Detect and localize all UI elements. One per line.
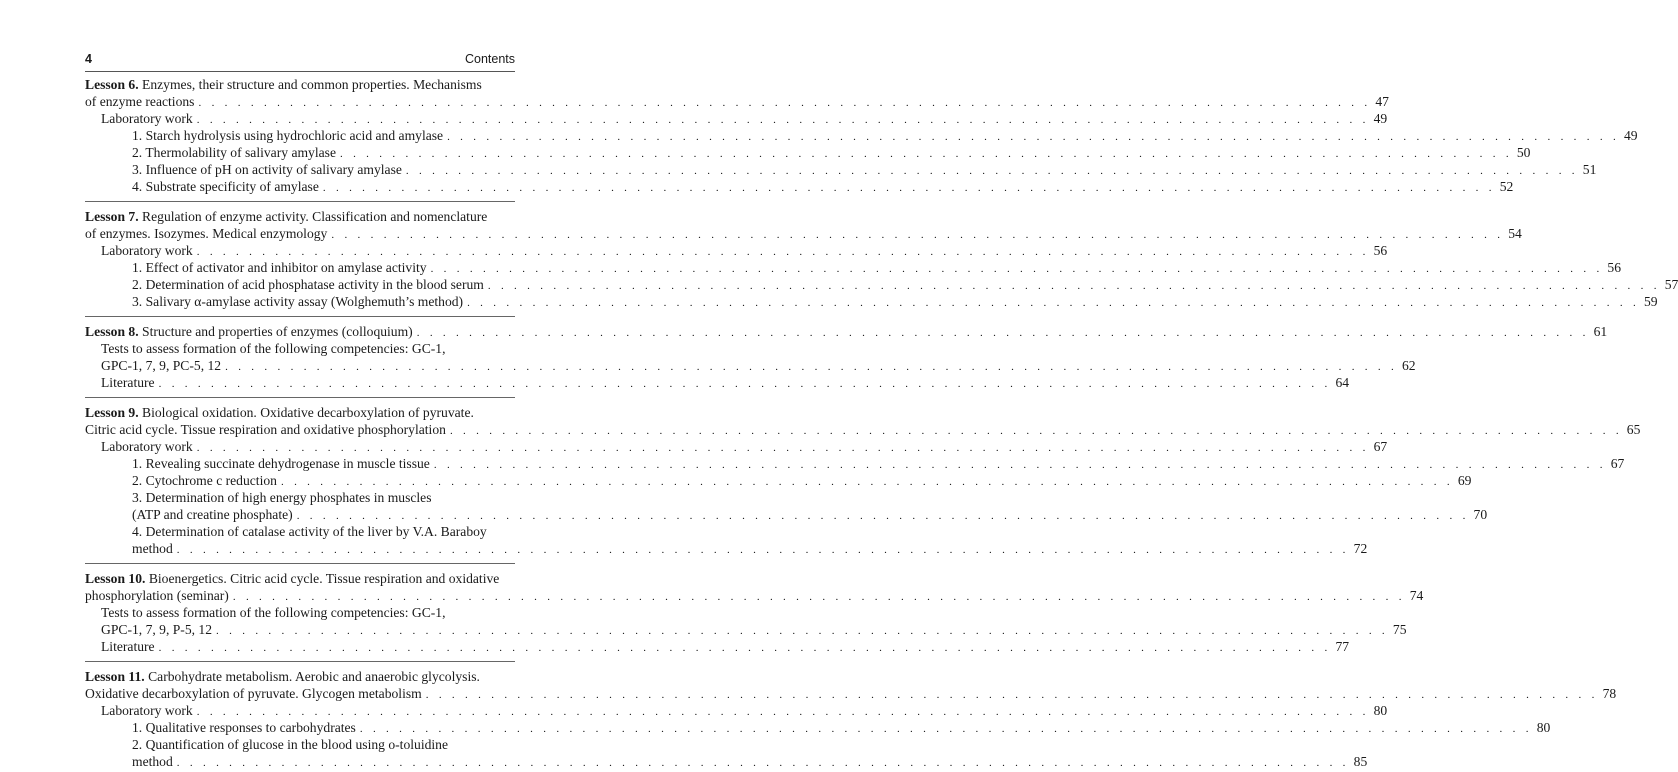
lesson-label: Lesson 7.: [85, 209, 139, 224]
toc-line-text: [132, 523, 487, 540]
toc-page-number: 56: [1607, 260, 1622, 275]
toc-entry-text: method: [132, 541, 173, 556]
toc-line-text: [132, 540, 173, 557]
toc-line-text: [132, 736, 448, 753]
lesson-label: Lesson 9.: [85, 405, 139, 420]
dot-leader: . . . . . . . . . . . . . . . . . . . . . . . . . . . . . . . . . . . . . . . . . . . . . . . . . . . . . . . . . . . . . . . . . . . . . . . . . . . . . . . . . . . . . . . . . .: [196, 114, 1370, 126]
toc-entry-text: 3. Influence of pH on activity of salivary amylase: [132, 162, 402, 177]
dot-leader: . . . . . . . . . . . . . . . . . . . . . . . . . . . . . . . . . . . . . . . . . . . . . . . . . . . . . . . . . . . . . . . . . . . . . . . . . . . . . . . . . . . . . . . . . .: [176, 757, 1350, 769]
toc-page-number: 64: [1335, 375, 1350, 390]
toc-entry-text: 2. Thermolability of salivary amylase: [132, 145, 336, 160]
toc-entry-text: 3. Determination of high energy phosphates in muscles: [132, 490, 432, 505]
section-rule: [85, 201, 515, 202]
dot-leader: . . . . . . . . . . . . . . . . . . . . . . . . . . . . . . . . . . . . . . . . . . . . . . . . . . . . . . . . . . . . . . . . . . . . . . . . . . . . . . . . . . . . . . . . . .: [467, 297, 1640, 309]
toc-line-text: [85, 685, 422, 702]
toc-line: [85, 736, 515, 753]
toc-page-number: 62: [1401, 358, 1416, 373]
toc-page-number: 80: [1373, 703, 1388, 718]
toc-line: [85, 668, 515, 685]
toc-line: [85, 753, 1368, 770]
toc-line-text: [132, 259, 427, 276]
lesson-label: Lesson 11.: [85, 669, 145, 684]
section-title: Contents: [464, 52, 515, 66]
toc-entry-text: 1. Effect of activator and inhibitor on amylase activity: [132, 260, 427, 275]
toc-line-text: [132, 506, 293, 523]
toc-line-text: [101, 110, 193, 127]
toc-line: [85, 702, 1388, 719]
dot-leader: . . . . . . . . . . . . . . . . . . . . . . . . . . . . . . . . . . . . . . . . . . . . . . . . . . . . . . . . . . . . . . . . . . . . . . . . . . . . . . . . . . . . . . . . . .: [196, 706, 1370, 718]
toc-line-text: [85, 208, 487, 225]
dot-leader: . . . . . . . . . . . . . . . . . . . . . . . . . . . . . . . . . . . . . . . . . . . . . . . . . . . . . . . . . . . . . . . . . . . . . . . . . . . . . . . . . . . . . . . . . .: [359, 723, 1533, 735]
toc-entry-text: GPC-1, 7, 9, P-5, 12: [101, 622, 213, 637]
toc-line: [85, 472, 1472, 489]
toc-entry-text: Biological oxidation. Oxidative decarboxylation of pyruvate.: [142, 405, 474, 420]
toc-entry-text: Literature: [101, 639, 155, 654]
toc-line-text: [85, 570, 499, 587]
toc-line-text: [85, 587, 229, 604]
toc-entry-text: 2. Quantification of glucose in the blood using o-toluidine: [132, 737, 449, 752]
toc-entry-text: Oxidative decarboxylation of pyruvate. Glycogen metabolism: [85, 686, 422, 701]
toc-page-number: 59: [1643, 294, 1658, 309]
dot-leader: . . . . . . . . . . . . . . . . . . . . . . . . . . . . . . . . . . . . . . . . . . . . . . . . . . . . . . . . . . . . . . . . . . . . . . . . . . . . . . . . . . . . . . . . . .: [433, 459, 1607, 471]
toc-line: [85, 127, 1638, 144]
toc-page-number: 74: [1409, 588, 1424, 603]
dot-leader: . . . . . . . . . . . . . . . . . . . . . . . . . . . . . . . . . . . . . . . . . . . . . . . . . . . . . . . . . . . . . . . . . . . . . . . . . . . . . . . . . . . . . . . . . .: [296, 510, 1470, 522]
toc-line-text: [101, 638, 155, 655]
toc-entry-text: 1. Qualitative responses to carbohydrates: [132, 720, 356, 735]
toc-page-number: 49: [1373, 111, 1388, 126]
toc-line: [85, 208, 515, 225]
dot-leader: . . . . . . . . . . . . . . . . . . . . . . . . . . . . . . . . . . . . . . . . . . . . . . . . . . . . . . . . . . . . . . . . . . . . . . . . . . . . . . . . . . . . . . . . . .: [158, 378, 1332, 390]
toc-page-number: 67: [1373, 439, 1388, 454]
toc-line-text: [101, 438, 193, 455]
toc-entry-text: Citric acid cycle. Tissue respiration and oxidative phosphorylation: [85, 422, 446, 437]
toc-line: [85, 421, 1641, 438]
toc-line: [85, 604, 515, 621]
toc-line-text: [132, 127, 443, 144]
toc-page-number: 47: [1375, 94, 1389, 109]
toc-entry-text: (ATP and creatine phosphate): [132, 507, 293, 522]
toc-line: [85, 506, 1488, 523]
toc-line: [85, 76, 515, 93]
toc-line: [85, 144, 1531, 161]
dot-leader: . . . . . . . . . . . . . . . . . . . . . . . . . . . . . . . . . . . . . . . . . . . . . . . . . . . . . . . . . . . . . . . . . . . . . . . . . . . . . . . . . . . . . . . . . .: [198, 97, 1371, 109]
toc-line-text: [85, 421, 446, 438]
toc-line: [85, 621, 1407, 638]
toc-line-text: [101, 374, 155, 391]
dot-leader: . . . . . . . . . . . . . . . . . . . . . . . . . . . . . . . . . . . . . . . . . . . . . . . . . . . . . . . . . . . . . . . . . . . . . . . . . . . . . . . . . . . . . . . . . .: [447, 131, 1620, 143]
toc-page-number: 49: [1623, 128, 1638, 143]
toc-page-number: 70: [1473, 507, 1488, 522]
toc-page-number: 57: [1664, 277, 1678, 292]
toc-entry-text: Laboratory work: [101, 439, 193, 454]
toc-page-number: 56: [1373, 243, 1388, 258]
section-rule: [85, 397, 515, 398]
dot-leader: . . . . . . . . . . . . . . . . . . . . . . . . . . . . . . . . . . . . . . . . . . . . . . . . . . . . . . . . . . . . . . . . . . . . . . . . . . . . . . . . . . . . . . . . . .: [280, 476, 1454, 488]
toc-line: [85, 685, 1617, 702]
toc-entry-text: Regulation of enzyme activity. Classification and nomenclature: [142, 209, 488, 224]
toc-line: [85, 438, 1388, 455]
toc-line-text: [132, 144, 336, 161]
dot-leader: . . . . . . . . . . . . . . . . . . . . . . . . . . . . . . . . . . . . . . . . . . . . . . . . . . . . . . . . . . . . . . . . . . . . . . . . . . . . . . . . . . . . . . . . . .: [405, 165, 1579, 177]
dot-leader: . . . . . . . . . . . . . . . . . . . . . . . . . . . . . . . . . . . . . . . . . . . . . . . . . . . . . . . . . . . . . . . . . . . . . . . . . . . . . . . . . . . . . . . . . .: [158, 642, 1332, 654]
lesson-label: Lesson 6.: [85, 77, 139, 92]
toc-entry-text: 4. Determination of catalase activity of the liver by V.A. Baraboy: [132, 524, 487, 539]
toc-line: [85, 638, 1350, 655]
toc-line-text: [132, 472, 277, 489]
toc-page-number: 52: [1499, 179, 1514, 194]
toc-line-text: [101, 604, 446, 621]
dot-leader: . . . . . . . . . . . . . . . . . . . . . . . . . . . . . . . . . . . . . . . . . . . . . . . . . . . . . . . . . . . . . . . . . . . . . . . . . . . . . . . . . . . . . . . . . .: [449, 425, 1623, 437]
toc-line-text: [85, 93, 194, 110]
lesson-label: Lesson 10.: [85, 571, 146, 586]
toc-line-text: [101, 702, 193, 719]
toc-page-number: 51: [1582, 162, 1597, 177]
toc-page-number: 67: [1610, 456, 1625, 471]
toc-entry-text: 4. Substrate specificity of amylase: [132, 179, 319, 194]
toc-line: [85, 357, 1416, 374]
toc-entry-text: Literature: [101, 375, 155, 390]
dot-leader: . . . . . . . . . . . . . . . . . . . . . . . . . . . . . . . . . . . . . . . . . . . . . . . . . . . . . . . . . . . . . . . . . . . . . . . . . . . . . . . . . . . . . . . . . .: [196, 246, 1370, 258]
toc-line-text: [132, 719, 356, 736]
toc-page-number: 80: [1536, 720, 1551, 735]
toc-page-number: 77: [1335, 639, 1350, 654]
dot-leader: . . . . . . . . . . . . . . . . . . . . . . . . . . . . . . . . . . . . . . . . . . . . . . . . . . . . . . . . . . . . . . . . . . . . . . . . . . . . . . . . . . . . . . . . . .: [322, 182, 1496, 194]
toc-line: [85, 540, 1368, 557]
toc-page-number: 85: [1353, 754, 1368, 769]
toc-entry-text: Bioenergetics. Citric acid cycle. Tissue respiration and oxidative: [148, 571, 500, 586]
toc-line: [85, 178, 1514, 195]
toc-line: [85, 276, 1678, 293]
toc-line: [85, 489, 515, 506]
toc-entry-text: Laboratory work: [101, 703, 193, 718]
table-of-contents: [85, 76, 1678, 770]
toc-entry-text: 2. Cytochrome c reduction: [132, 473, 277, 488]
toc-line: [85, 455, 1625, 472]
running-header: [85, 51, 515, 67]
toc-line: [85, 293, 1658, 310]
toc-line: [85, 161, 1597, 178]
dot-leader: . . . . . . . . . . . . . . . . . . . . . . . . . . . . . . . . . . . . . . . . . . . . . . . . . . . . . . . . . . . . . . . . . . . . . . . . . . . . . . . . . . . . . . . . . .: [331, 229, 1504, 241]
toc-entry-text: of enzyme reactions: [85, 94, 195, 109]
toc-line: [85, 587, 1424, 604]
toc-line-text: [132, 276, 484, 293]
toc-line-text: [85, 225, 327, 242]
section-rule: [85, 661, 515, 662]
toc-line-text: [85, 668, 480, 685]
dot-leader: . . . . . . . . . . . . . . . . . . . . . . . . . . . . . . . . . . . . . . . . . . . . . . . . . . . . . . . . . . . . . . . . . . . . . . . . . . . . . . . . . . . . . . . . . .: [339, 148, 1513, 160]
toc-line: [85, 110, 1388, 127]
toc-entry-text: Tests to assess formation of the following competencies: GC-1,: [101, 341, 446, 356]
header-rule: [85, 71, 515, 72]
dot-leader: . . . . . . . . . . . . . . . . . . . . . . . . . . . . . . . . . . . . . . . . . . . . . . . . . . . . . . . . . . . . . . . . . . . . . . . . . . . . . . . . . . . . . . . . . .: [225, 361, 1398, 373]
dot-leader: . . . . . . . . . . . . . . . . . . . . . . . . . . . . . . . . . . . . . . . . . . . . . . . . . . . . . . . . . . . . . . . . . . . . . . . . . . . . . . . . . . . . . . . . . .: [216, 625, 1389, 637]
page-number: 4: [85, 52, 92, 66]
toc-entry-text: 1. Revealing succinate dehydrogenase in muscle tissue: [132, 456, 430, 471]
toc-entry-text: 2. Determination of acid phosphatase activity in the blood serum: [132, 277, 484, 292]
toc-line-text: [85, 76, 482, 93]
toc-entry-text: of enzymes. Isozymes. Medical enzymology: [85, 226, 328, 241]
toc-line-text: [101, 357, 221, 374]
toc-line: [85, 259, 1622, 276]
toc-entry-text: Laboratory work: [101, 243, 193, 258]
toc-line: [85, 225, 1522, 242]
dot-leader: . . . . . . . . . . . . . . . . . . . . . . . . . . . . . . . . . . . . . . . . . . . . . . . . . . . . . . . . . . . . . . . . . . . . . . . . . . . . . . . . . . . . . . . . . .: [232, 591, 1406, 603]
toc-line-text: [132, 753, 173, 770]
toc-line-text: [101, 621, 212, 638]
dot-leader: . . . . . . . . . . . . . . . . . . . . . . . . . . . . . . . . . . . . . . . . . . . . . . . . . . . . . . . . . . . . . . . . . . . . . . . . . . . . . . . . . . . . . . . . . .: [196, 442, 1370, 454]
toc-entry-text: Enzymes, their structure and common properties. Mechanisms: [142, 77, 482, 92]
section-rule: [85, 316, 515, 317]
dot-leader: . . . . . . . . . . . . . . . . . . . . . . . . . . . . . . . . . . . . . . . . . . . . . . . . . . . . . . . . . . . . . . . . . . . . . . . . . . . . . . . . . . . . . . . . . .: [416, 327, 1590, 339]
toc-line-text: [132, 489, 432, 506]
toc-line-text: [132, 178, 319, 195]
toc-entry-text: method: [132, 754, 173, 769]
toc-line-text: [101, 340, 446, 357]
toc-entry-text: 1. Starch hydrolysis using hydrochloric acid and amylase: [132, 128, 444, 143]
toc-line-text: [101, 242, 193, 259]
dot-leader: . . . . . . . . . . . . . . . . . . . . . . . . . . . . . . . . . . . . . . . . . . . . . . . . . . . . . . . . . . . . . . . . . . . . . . . . . . . . . . . . . . . . . . . . . .: [176, 544, 1350, 556]
toc-line-text: [132, 455, 430, 472]
toc-entry-text: 3. Salivary α-amylase activity assay (Wolghemuth’s method): [132, 294, 464, 309]
toc-entry-text: GPC-1, 7, 9, PC-5, 12: [101, 358, 222, 373]
toc-line: [85, 93, 1389, 110]
toc-page-number: 50: [1516, 145, 1531, 160]
toc-entry-text: Structure and properties of enzymes (colloquium): [142, 324, 413, 339]
toc-page-number: 75: [1392, 622, 1407, 637]
toc-page-number: 78: [1602, 686, 1617, 701]
toc-entry-text: phosphorylation (seminar): [85, 588, 229, 603]
toc-line: [85, 719, 1551, 736]
dot-leader: . . . . . . . . . . . . . . . . . . . . . . . . . . . . . . . . . . . . . . . . . . . . . . . . . . . . . . . . . . . . . . . . . . . . . . . . . . . . . . . . . . . . . . . . . .: [430, 263, 1604, 275]
toc-line: [85, 242, 1388, 259]
toc-page-number: 61: [1593, 324, 1608, 339]
toc-line: [85, 404, 515, 421]
toc-page-number: 69: [1457, 473, 1472, 488]
dot-leader: . . . . . . . . . . . . . . . . . . . . . . . . . . . . . . . . . . . . . . . . . . . . . . . . . . . . . . . . . . . . . . . . . . . . . . . . . . . . . . . . . . . . . . . . . .: [425, 689, 1599, 701]
toc-line-text: [132, 161, 402, 178]
toc-line-text: [85, 404, 474, 421]
toc-line: [85, 340, 515, 357]
toc-line: [85, 374, 1350, 391]
toc-line: [85, 323, 1608, 340]
toc-page-number: 54: [1508, 226, 1522, 241]
toc-page-number: 65: [1626, 422, 1641, 437]
toc-line-text: [85, 323, 413, 340]
toc-page-number: 72: [1353, 541, 1368, 556]
toc-entry-text: Tests to assess formation of the following competencies: GC-1,: [101, 605, 446, 620]
toc-entry-text: Laboratory work: [101, 111, 193, 126]
toc-entry-text: Carbohydrate metabolism. Aerobic and anaerobic glycolysis.: [148, 669, 480, 684]
dot-leader: . . . . . . . . . . . . . . . . . . . . . . . . . . . . . . . . . . . . . . . . . . . . . . . . . . . . . . . . . . . . . . . . . . . . . . . . . . . . . . . . . . . . . . . . . .: [487, 280, 1661, 292]
toc-line-text: [132, 293, 463, 310]
section-rule: [85, 563, 515, 564]
toc-line: [85, 523, 515, 540]
lesson-label: Lesson 8.: [85, 324, 139, 339]
toc-line: [85, 570, 515, 587]
